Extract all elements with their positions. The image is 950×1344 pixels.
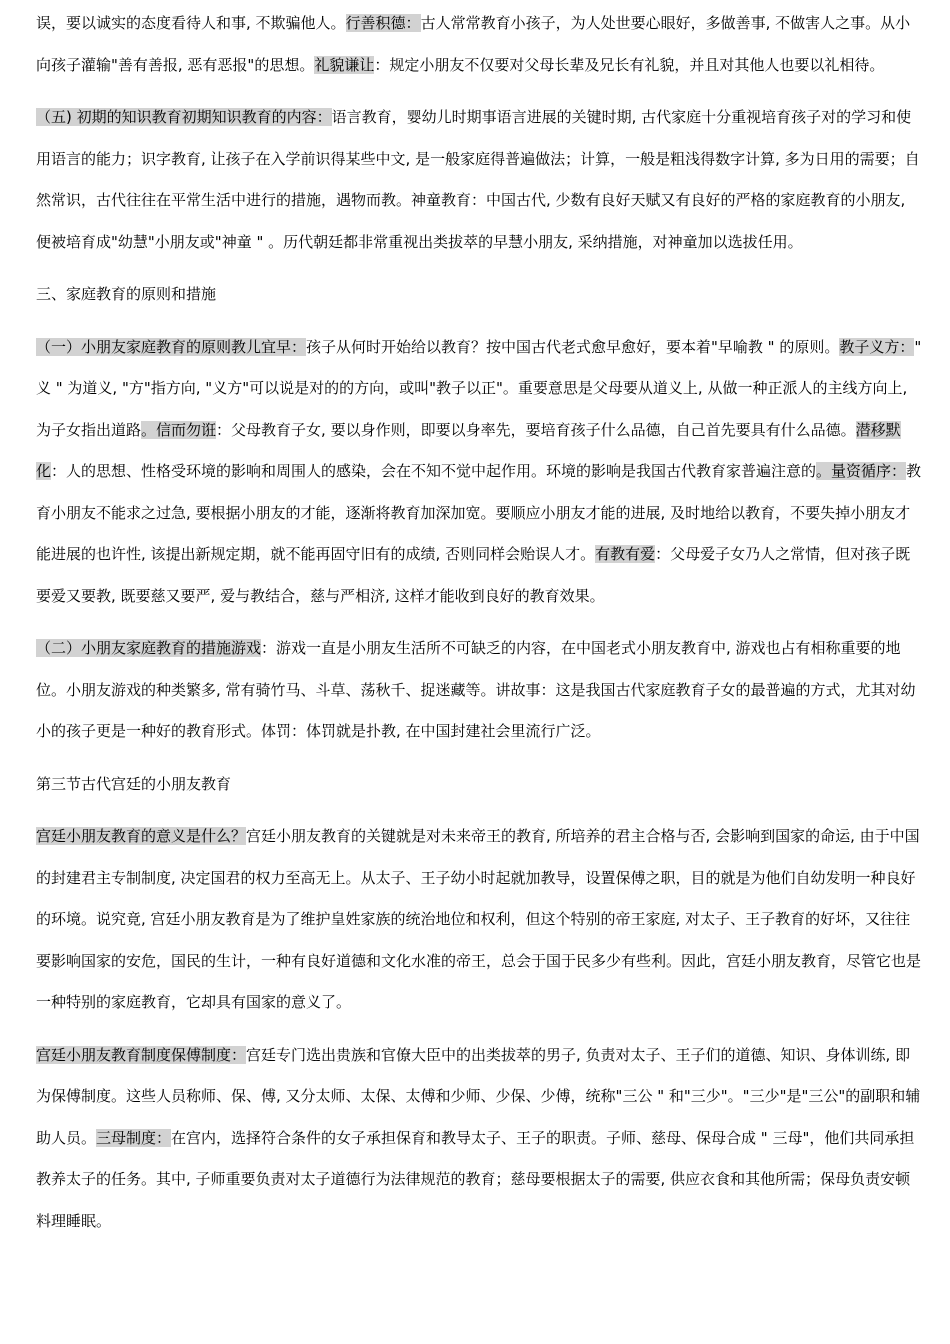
text-run: 第三节古代宫廷的小朋友教育 xyxy=(36,774,232,793)
highlighted-term: 潜移默化 xyxy=(36,420,901,480)
highlighted-term: （一）小朋友家庭教育的原则教儿宜早： xyxy=(36,337,307,356)
text-run: 宫廷专门选出贵族和官僚大臣中的出类拔萃的男子, 负责对太子、王子们的道德、知识、身体训练, 即为保傅制度。这些人员称师、保、傅, 又分太师、太保、太傅和少师、少保、少傅，统称"三公 " 和"三少"。"三少"是"三公"的副职和辅助人员。 xyxy=(36,1045,921,1147)
text-run: 古人常常教育小孩子，为人处世要心眼好，多做善事, 不做害人之事。从小向孩子灌输"善有善报, 恶有恶报"的思想。 xyxy=(36,14,911,74)
highlighted-term: 。量资循序： xyxy=(816,462,907,480)
text-run: " 义 " 为道义, "方"指方向, "义方"可以说是对的的方向，或叫"教子以正"。重要意思是父母要从道义上, 从做一种正派人的主线方向上, 为子女指出道路 xyxy=(36,337,922,439)
paragraph xyxy=(36,327,922,618)
text-run: 教育小朋友不能求之过急, 要根据小朋友的才能，逐渐将教育加深加宽。要顺应小朋友才能的进展, 及时地给以教育，不要失掉小朋友才能进展的也许性, 该提出新规定期，就不能再固守旧有的成绩, 否则同样会贻误人才。 xyxy=(36,462,922,563)
highlighted-term: 教子义方： xyxy=(839,337,915,356)
paragraph xyxy=(36,764,922,806)
text-run: 在宫内，选择符合条件的女子承担保育和教导太子、王子的职责。子师、慈母、保母合成 " 三母"，他们共同承担教养太子的任务。其中, 子师重要负责对太子道德行为法律规范的教育；慈母要根据太子的需要, 供应衣食和其他所需；保母负责安顿料理睡眠。 xyxy=(36,1128,915,1230)
paragraph xyxy=(36,816,922,1024)
paragraph xyxy=(36,1035,922,1243)
highlighted-term: （二）小朋友家庭教育的措施游戏 xyxy=(36,639,262,657)
text-run: ：人的思想、性格受环境的影响和周围人的感染，会在不知不觉中起作用。环境的影响是我国古代教育家普遍注意的 xyxy=(51,462,817,480)
highlighted-term: 三母制度： xyxy=(96,1128,172,1147)
text-run: ：规定小朋友不仅要对父母长辈及兄长有礼貌，并且对其他人也要以礼相待。 xyxy=(374,55,885,74)
highlighted-term: 礼貌谦让 xyxy=(314,55,375,74)
text-run: 宫廷小朋友教育的关键就是对未来帝王的教育, 所培养的君主合格与否, 会影响到国家的命运, 由于中国的封建君主专制制度, 决定国君的权力至高无上。从太子、王子幼小时起就加教导，设置保傅之职，目的就是为他们自幼发明一种良好的环境。说究竟, 宫廷小朋友教育是为了维护皇姓家族的统治地位和权利，但这个特别的帝王家庭, 对太子、王子教育的好坏，又往往要影响国家的安危，国民的生计，一种有良好道德和文化水准的帝王，总会于国于民多少有些利。因此，宫廷小朋友教育，尽管它也是一种特别的家庭教育，它却具有国家的意义了。 xyxy=(36,827,922,1011)
paragraph xyxy=(36,3,922,86)
text-run: ：游戏一直是小朋友生活所不可缺乏的内容，在中国老式小朋友教育中, 游戏也占有相称重要的地位。小朋友游戏的种类繁多, 常有骑竹马、斗草、荡秋千、捉迷藏等。讲故事：这是我国古代家庭教育子女的最普遍的方式，尤其对幼小的孩子更是一种好的教育形式。体罚：体罚就是扑教, 在中国封建社会里流行广泛。 xyxy=(36,639,916,740)
text-run: 语言教育，婴幼儿时期事语言进展的关键时期, 古代家庭十分重视培育孩子对的学习和使用语言的能力；识字教育, 让孩子在入学前识得某些中文, 是一般家庭得普遍做法；计算，一般是粗浅得数字计算, 多为日用的需要；自然常识，古代往往在平常生活中进行的措施，遇物而教。神童教育：中国古代, 少数有良好天赋又有良好的严格的家庭教育的小朋友, 便被培育成"幼慧"小朋友或"神童 " 。历代朝廷都非常重视出类拔萃的早慧小朋友, 采纳措施，对神童加以选拔任用。 xyxy=(36,108,920,251)
text-run: 孩子从何时开始给以教育？按中国古代老式愈早愈好，要本着"早喻教 " 的原则。 xyxy=(306,337,840,356)
paragraph xyxy=(36,628,922,753)
highlighted-term: 宫廷小朋友教育的意义是什么？ xyxy=(36,827,247,845)
highlighted-term: 宫廷小朋友教育制度保傅制度： xyxy=(36,1045,247,1064)
text-run: ：父母爱子女乃人之常情，但对孩子既要爱又要教, 既要慈又要严, 爱与教结合，慈与严相济, 这样才能收到良好的教育效果。 xyxy=(36,545,911,605)
paragraph xyxy=(36,274,922,316)
text-run: 误，要以诚实的态度看待人和事, 不欺骗他人。 xyxy=(36,14,346,32)
highlighted-term: 。信而勿诳 xyxy=(141,420,217,439)
text-run: ：父母教育子女, 要以身作则，即要以身率先，要培育孩子什么品德，自己首先要具有什么品德。 xyxy=(216,420,856,439)
text-run: 三、家庭教育的原则和措施 xyxy=(36,285,217,303)
paragraph xyxy=(36,97,922,263)
highlighted-term: 有教有爱 xyxy=(595,545,656,563)
highlighted-term: 行善积德： xyxy=(345,14,421,32)
highlighted-term: （五) 初期的知识教育初期知识教育的内容： xyxy=(36,108,332,126)
